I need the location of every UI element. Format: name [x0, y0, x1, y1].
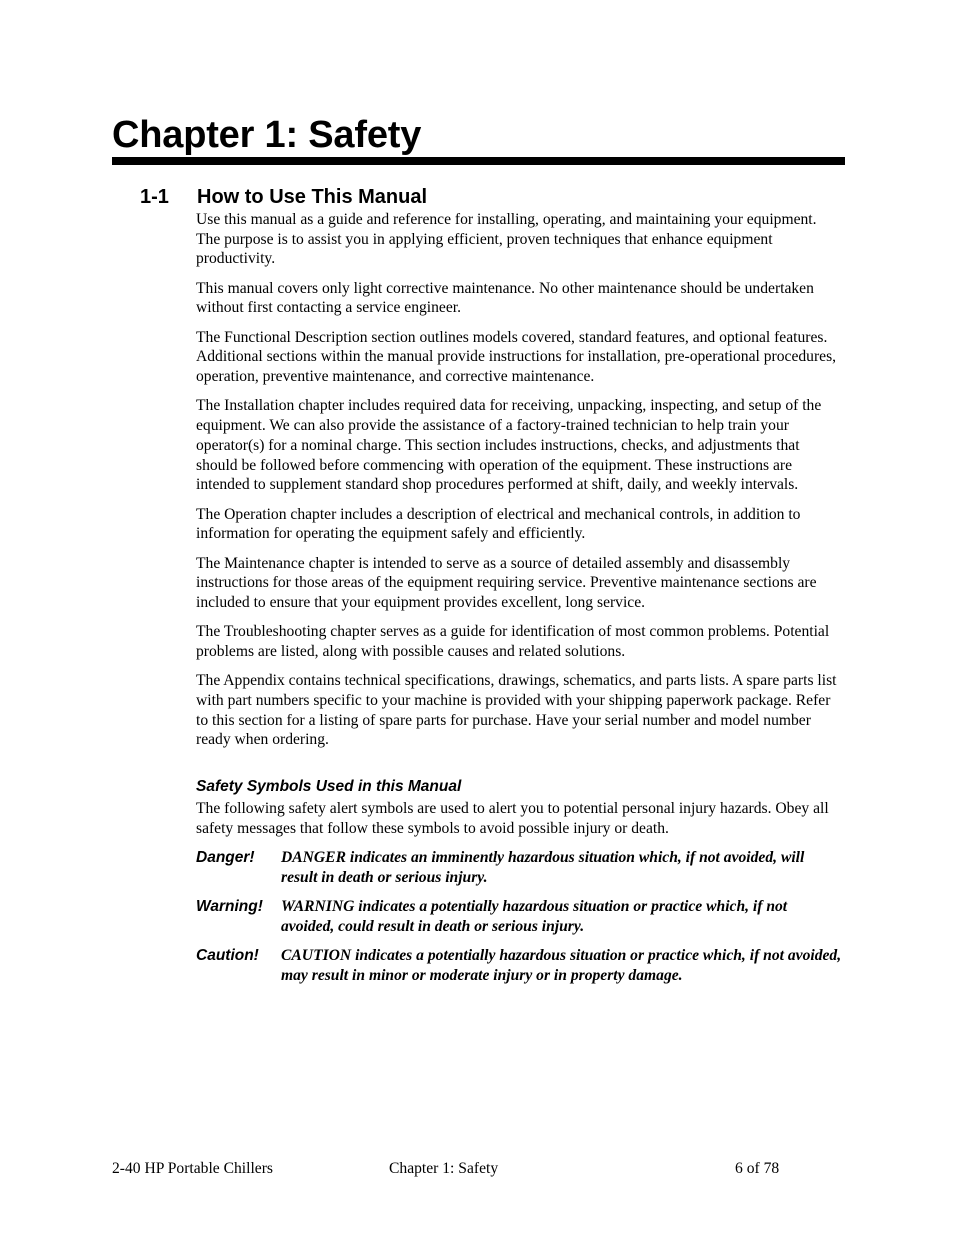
paragraph-usage: Use this manual as a guide and reference for installing, operating, and maintaining your equipment. The purpose is to assist you in applying efficient, proven techniques that enhance equipment productivity.: [196, 211, 817, 268]
safety-symbols-heading: Safety Symbols Used in this Manual: [196, 778, 462, 796]
footer-page-number: 6 of 78: [735, 1160, 780, 1177]
caution-text: CAUTION indicates a potentially hazardous situation or practice which, if not avoided, may result in minor or moderate injury or in property damage.: [281, 947, 842, 984]
paragraph-scope: This manual covers only light corrective maintenance. No other maintenance should be undertaken without first contacting a service engineer.: [196, 279, 814, 317]
safety-symbol-warning: [196, 897, 844, 936]
footer-chapter: Chapter 1: Safety: [389, 1160, 499, 1177]
paragraph-appendix: The Appendix contains technical specifications, drawings, schematics, and parts lists. A spare parts list with part numbers specific to your machine is provided with your shipping paperwork package. Refer to this section for a listing of spare parts for purchase. Have your serial number and model number ready when ordering.: [196, 672, 837, 749]
section-number: 1-1: [140, 186, 169, 208]
paragraph-troubleshooting: The Troubleshooting chapter serves as a guide for identification of most common problems. Potential problems are listed, along with possible causes and related solutions.: [196, 623, 830, 660]
warning-label: Warning!: [196, 898, 263, 916]
safety-symbols-intro: The following safety alert symbols are used to alert you to potential personal injury hazards. Obey all safety messages that follow these symbols to avoid possible injury or death.: [196, 800, 829, 837]
page-footer: [0, 1159, 954, 1179]
warning-text: WARNING indicates a potentially hazardous situation or practice which, if not avoided, could result in death or serious injury.: [281, 898, 788, 935]
section-title: How to Use This Manual: [197, 186, 428, 208]
paragraph-installation: The Installation chapter includes required data for receiving, unpacking, inspecting, and setup of the equipment. We can also provide the assistance of a factory-trained technician to help train your operator(s) for a nominal charge. This section includes instructions, checks, and adjustments that should be followed before commencing with operation of the equipment. These instructions are intended to supplement standard shop procedures performed at shift, daily, and weekly intervals.: [196, 397, 822, 494]
danger-label: Danger!: [196, 849, 255, 867]
danger-text: DANGER indicates an imminently hazardous situation which, if not avoided, will result in death or serious injury.: [281, 849, 805, 886]
paragraph-functional-description: The Functional Description section outlines models covered, standard features, and optional features. Additional sections within the manual provide instructions for installation, pre-operational procedures, operation, preventive maintenance, and corrective maintenance.: [196, 328, 837, 386]
paragraph-maintenance: The Maintenance chapter is intended to serve as a source of detailed assembly and disassembly instructions for those areas of the equipment requiring service. Preventive maintenance sections are included to ensure that your equipment provides excellent, long service.: [196, 554, 817, 611]
section-heading: [140, 184, 427, 210]
chapter-title-rule: [112, 157, 845, 165]
paragraph-operation: The Operation chapter includes a description of electrical and mechanical controls, in addition to information for operating the equipment safely and efficiently.: [196, 505, 801, 543]
safety-symbol-danger: [196, 848, 844, 887]
section-body: [196, 210, 844, 995]
chapter-title: Chapter 1: Safety: [112, 114, 422, 156]
footer-manual-title: 2-40 HP Portable Chillers: [112, 1160, 273, 1177]
safety-symbol-caution: [196, 946, 844, 985]
caution-label: Caution!: [196, 947, 259, 965]
